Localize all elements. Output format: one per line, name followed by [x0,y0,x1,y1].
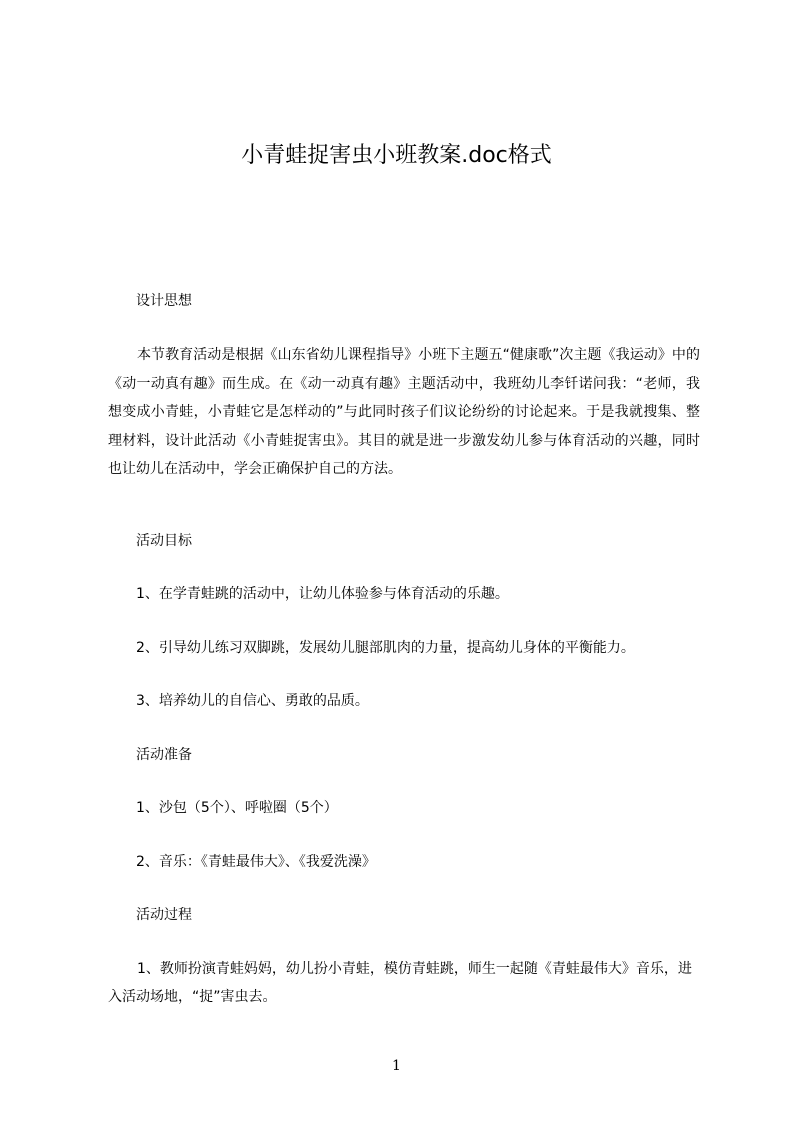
goal-item-2: 2、引导幼儿练习双脚跳，发展幼儿腿部肌肉的力量，提高幼儿身体的平衡能力。 [136,640,635,656]
preparation-item-1: 1、沙包（5个）、呼啦圈（5个） [136,800,338,816]
process-item-1: 1、教师扮演青蛙妈妈，幼儿扮小青蛙，模仿青蛙跳，师生一起随《青蛙最伟大》音乐，进入活动场地，“捉”害虫去。 [108,961,692,1005]
section-heading-process: 活动过程 [136,907,192,923]
section-heading-goals: 活动目标 [136,533,192,549]
goal-item-1: 1、在学青蛙跳的活动中，让幼儿体验参与体育活动的乐趣。 [136,586,509,602]
preparation-item-2: 2、音乐：《青蛙最伟大》、《我爱洗澡》 [136,854,376,870]
section-heading-preparation: 活动准备 [136,747,192,763]
document-title: 小青蛙捉害虫小班教案.doc格式 [241,143,552,168]
page-number: 1 [392,1058,401,1074]
design-idea-paragraph: 本节教育活动是根据《山东省幼儿课程指导》小班下主题五“健康歌”次主题《我运动》中的《动一动真有趣》而生成。在《动一动真有趣》主题活动中，我班幼儿李钎诺问我：“老师，我想变成小青蛙，小青蛙它是怎样动的”与此同时孩子们议论纷纷的讨论起来。于是我就搜集、整理材料，设计此活动《小青蛙捉害虫》。其目的就是进一步激发幼儿参与体育活动的兴趣，同时也让幼儿在活动中，学会正确保护自己的方法。 [108,347,700,477]
goal-item-3: 3、培养幼儿的自信心、勇敢的品质。 [136,693,369,709]
section-heading-design-idea: 设计思想 [136,293,192,309]
